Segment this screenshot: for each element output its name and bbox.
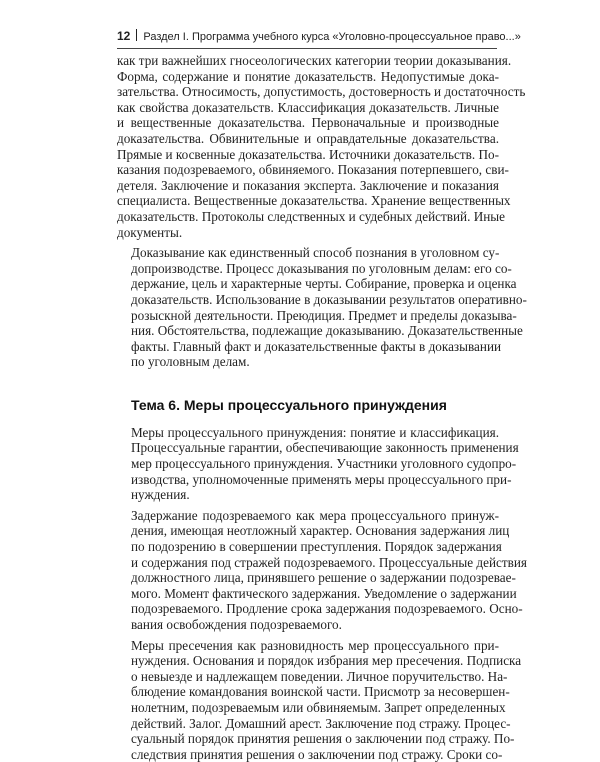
topic-heading: Тема 6. Меры процессуального принуждения	[131, 396, 447, 413]
text-line: о невыезде и надлежащем поведении. Личное поручительство. На-	[131, 668, 508, 684]
running-header	[117, 29, 521, 45]
text-line: суальный порядок принятия решения о заключении под стражу. По-	[131, 731, 515, 747]
page-number: 12	[117, 29, 131, 43]
header-separator	[136, 29, 137, 41]
paragraph	[117, 245, 527, 370]
text-line: доказательства. Обвинительные и оправдательные доказательства.	[117, 130, 499, 146]
text-line: доказательств. Использование в доказывании результатов оперативно-	[131, 291, 527, 307]
text-line: доказательств. Протоколы следственных и судебных действий. Иные	[117, 208, 505, 224]
text-line: мер процессуального принуждения. Участники уголовного судопро-	[131, 456, 517, 472]
text-line: по подозрению в совершении преступления. Порядок задержания	[131, 539, 502, 555]
text-line: нуждения. Основания и порядок избрания мер пресечения. Подписка	[131, 653, 522, 669]
text-line: нолетним, подозреваемым или обвиняемым. Запрет определенных	[131, 699, 506, 715]
text-line: розыскной деятельности. Преюдиция. Предмет и пределы доказыва-	[131, 307, 517, 323]
text-line: Форма, содержание и понятие доказательств. Недопустимые дока-	[117, 68, 499, 84]
text-line: как свойства доказательств. Классификация доказательств. Личные	[117, 99, 499, 115]
text-line: Прямые и косвенные доказательства. Источники доказательств. По-	[117, 146, 499, 162]
text-line: детеля. Заключение и показания эксперта. Заключение и показания	[117, 177, 499, 193]
running-title: Раздел I. Программа учебного курса «Уголовно-процессуальное право...»	[143, 31, 521, 43]
text-line: зательства. Относимость, допустимость, достоверность и достаточность	[117, 84, 526, 100]
text-line: Доказывание как единственный способ познания в уголовном су-	[131, 245, 500, 261]
paragraph	[117, 53, 526, 240]
text-line: мого. Момент фактического задержания. Уведомление о задержании	[131, 585, 517, 601]
header-rule	[117, 48, 497, 49]
text-line: дения, имеющая неотложный характер. Основания задержания лиц	[131, 523, 510, 539]
paragraph	[117, 637, 522, 762]
text-line: блюдение командования воинской части. Присмотр за несовершен-	[131, 684, 510, 700]
text-line: изводства, уполномоченные применять меры процессуального при-	[131, 471, 512, 487]
text-line: держание, цель и характерные черты. Собирание, проверка и оценка	[131, 276, 517, 292]
page-body	[117, 53, 527, 762]
text-line: следствия принятия решения о заключении под стражу. Сроки со-	[131, 746, 503, 762]
text-line: Меры пресечения как разновидность мер процессуального при-	[131, 637, 499, 653]
text-line: Меры процессуального принуждения: понятие и классификация.	[131, 424, 499, 440]
text-line: вания освобождения подозреваемого.	[131, 617, 342, 632]
paragraph	[117, 507, 527, 633]
text-line: как три важнейших гносеологических категории теории доказывания.	[117, 53, 512, 68]
text-line: факты. Главный факт и доказательственные факты в доказывании	[131, 338, 502, 354]
text-line: Задержание подозреваемого как мера процессуального принуж-	[131, 507, 499, 523]
text-line: подозреваемого. Продление срока задержания подозреваемого. Осно-	[131, 601, 523, 617]
text-line: специалиста. Вещественные доказательства. Хранение вещественных	[117, 193, 511, 209]
text-line: нуждения.	[131, 487, 190, 503]
text-line: должностного лица, принявшего решение о задержании подозревае-	[131, 570, 516, 586]
text-line: Процессуальные гарантии, обеспечивающие законность применения	[131, 440, 519, 456]
text-line: документы.	[117, 224, 183, 240]
text-line: действий. Залог. Домашний арест. Заключение под стражу. Процес-	[131, 715, 511, 731]
text-line: ния. Обстоятельства, подлежащие доказыванию. Доказательственные	[131, 323, 523, 339]
paragraph	[117, 424, 519, 503]
text-line: казания подозреваемого, обвиняемого. Показания потерпевшего, сви-	[117, 162, 509, 178]
text-line: допроизводстве. Процесс доказывания по уголовным делам: его со-	[131, 260, 512, 276]
text-line: и содержания под стражей подозреваемого. Процессуальные действия	[131, 554, 527, 570]
text-line: по уголовным делам.	[131, 354, 250, 370]
text-line: и вещественные доказательства. Первоначальные и производные	[117, 115, 499, 131]
